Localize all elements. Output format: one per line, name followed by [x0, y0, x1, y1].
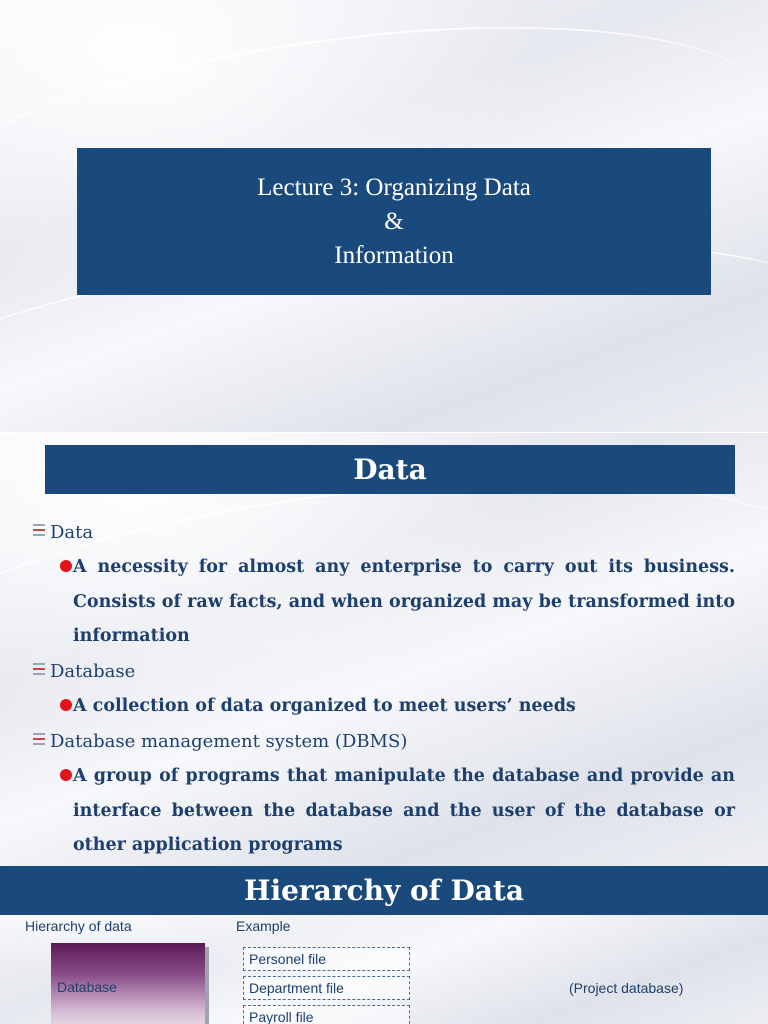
- data-slide: [0, 433, 768, 866]
- bullet-level1: [30, 515, 735, 550]
- bullet-description: A necessity for almost any enterprise to carry out its business. Consists of raw facts, and when organized may be transformed into information: [73, 557, 735, 647]
- bullet-level2: [30, 689, 735, 724]
- title-line-1: Lecture 3: Organizing Data: [257, 173, 531, 201]
- column-label-example: Example: [236, 918, 291, 934]
- column-label-hierarchy: Hierarchy of data: [25, 918, 132, 934]
- file-box: Payroll file: [243, 1005, 410, 1024]
- bullet-marker-icon: [33, 663, 45, 679]
- bullet-list: [30, 515, 735, 863]
- red-dot-icon: [60, 699, 72, 711]
- title-line-3: Information: [334, 241, 454, 269]
- file-box: Department file: [243, 976, 410, 1000]
- bullet-term: Data: [50, 522, 94, 543]
- bullet-term: Database management system (DBMS): [50, 730, 408, 752]
- title-slide: [0, 0, 768, 432]
- title-line-2: &: [384, 207, 404, 235]
- project-database-note: (Project database): [569, 980, 684, 996]
- title-banner: [77, 148, 711, 295]
- bullet-marker-icon: [33, 524, 45, 540]
- bullet-level1: [30, 724, 735, 759]
- slide-heading: Hierarchy of Data: [0, 866, 768, 915]
- slide-heading: Data: [45, 445, 735, 494]
- hierarchy-slide: [0, 866, 768, 1024]
- red-dot-icon: [60, 769, 72, 781]
- bullet-term: Database: [50, 661, 136, 683]
- database-level-box: [51, 943, 205, 1024]
- bullet-level2: [30, 759, 735, 863]
- bullet-description: A group of programs that manipulate the database and provide an interface between the database and the user of the database or other application programs: [73, 765, 735, 856]
- bullet-level1: [30, 654, 735, 689]
- bullet-description: A collection of data organized to meet users’ needs: [73, 696, 576, 717]
- bullet-level2: [30, 550, 735, 654]
- database-level-label: Database: [57, 979, 117, 995]
- file-box: Personel file: [243, 947, 410, 971]
- red-dot-icon: [60, 560, 72, 572]
- bullet-marker-icon: [33, 733, 45, 749]
